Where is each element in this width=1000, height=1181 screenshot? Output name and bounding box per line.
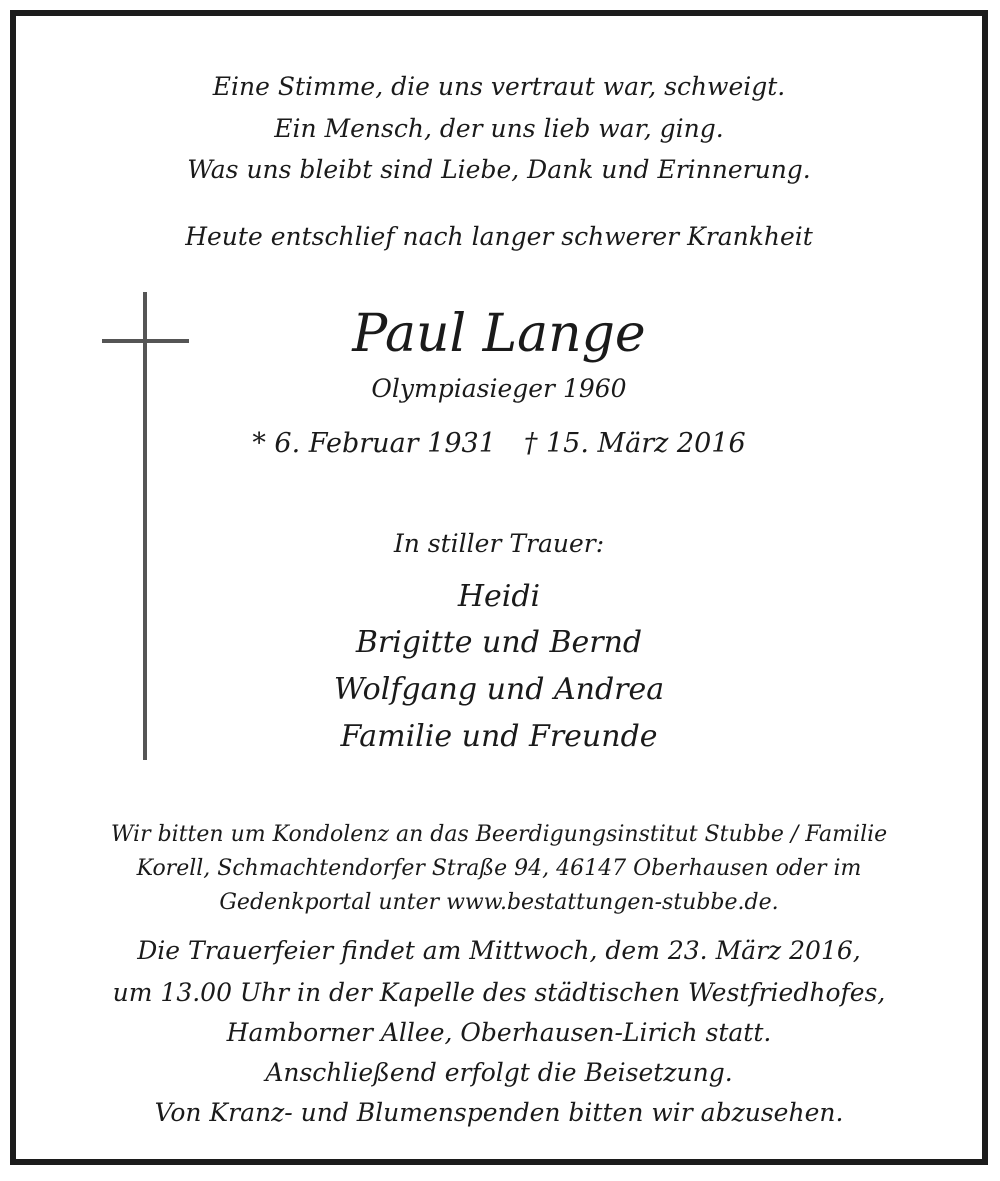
funeral-line: Hamborner Allee, Oberhausen-Lirich statt. <box>226 1018 772 1047</box>
death-date: † 15. März 2016 <box>523 428 746 459</box>
deceased-name: Paul Lange <box>352 304 646 364</box>
condolence-line: Gedenkportal unter www.bestattungen-stubbe.de. <box>219 890 779 915</box>
mourning-label: In stiller Trauer: <box>393 529 605 558</box>
mourner-name: Familie und Freunde <box>340 719 658 754</box>
birth-date: * 6. Februar 1931 <box>252 428 496 459</box>
funeral-line: um 13.00 Uhr in der Kapelle des städtischen Westfriedhofes, <box>112 978 886 1007</box>
life-dates <box>16 428 982 459</box>
mourner-name: Brigitte und Bernd <box>355 625 643 660</box>
funeral-line: Die Trauerfeier findet am Mittwoch, dem 23. März 2016, <box>137 936 861 965</box>
verse-line: Ein Mensch, der uns lieb war, ging. <box>274 114 724 143</box>
obituary-notice <box>10 10 988 1165</box>
verse-line: Was uns bleibt sind Liebe, Dank und Erinnerung. <box>187 155 811 184</box>
deceased-subtitle: Olympiasieger 1960 <box>371 374 627 403</box>
condolence-line: Wir bitten um Kondolenz an das Beerdigungsinstitut Stubbe / Familie <box>110 822 888 847</box>
condolence-line: Korell, Schmachtendorfer Straße 94, 46147 Oberhausen oder im <box>136 856 862 881</box>
intro-text: Heute entschlief nach langer schwerer Krankheit <box>185 222 813 251</box>
funeral-line: Anschließend erfolgt die Beisetzung. <box>265 1058 733 1087</box>
mourner-name: Wolfgang und Andrea <box>333 672 665 707</box>
verse-line: Eine Stimme, die uns vertraut war, schweigt. <box>212 72 786 101</box>
funeral-line: Von Kranz- und Blumenspenden bitten wir abzusehen. <box>154 1098 844 1127</box>
mourner-name: Heidi <box>457 579 541 614</box>
